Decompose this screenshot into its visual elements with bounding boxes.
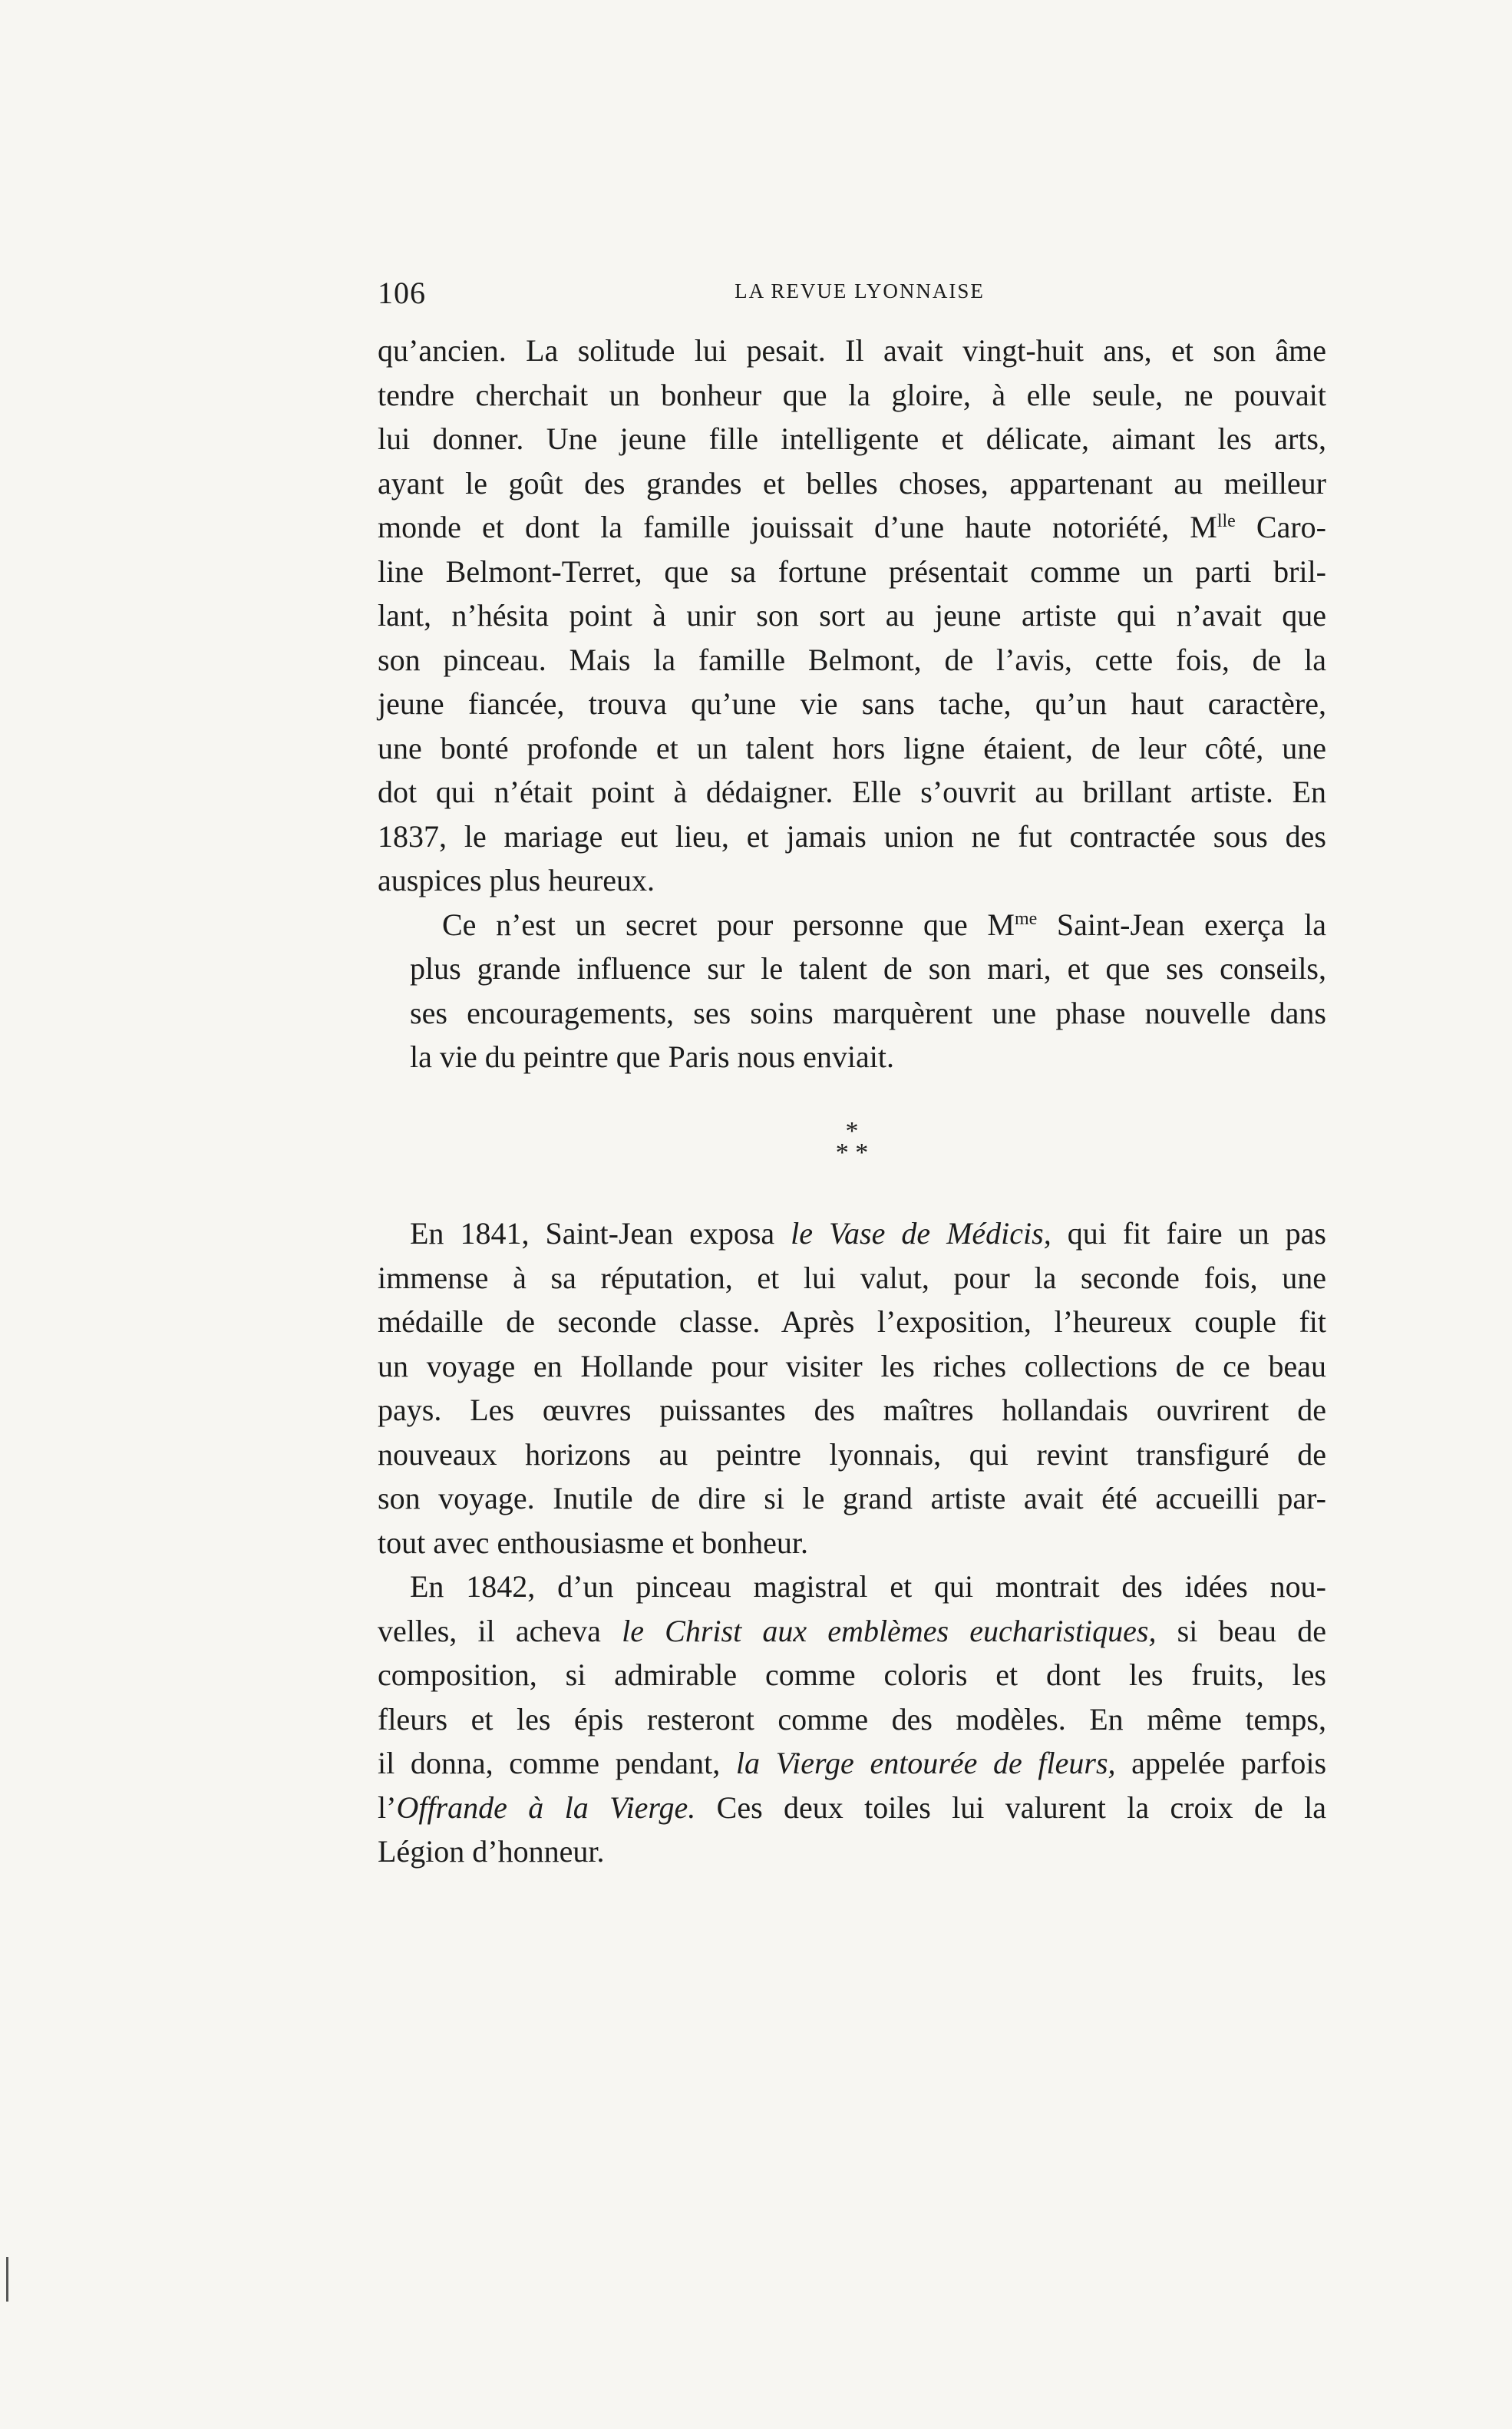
text-line: fleurs et les épis resteront comme des modèles. En même temps, (378, 1701, 1326, 1737)
asterism-separator (814, 1117, 890, 1167)
text-line: la vie du peintre que Paris nous enviait. (410, 1039, 894, 1074)
text-line: Ce n’est un secret pour personne que $M^{me}$ Saint-Jean exerça la (442, 907, 1326, 942)
artwork-title: le Christ aux emblèmes eucharistiques, (622, 1613, 1157, 1648)
text-line: velles, il acheva le Christ aux emblèmes eucharistiques, si beau de (378, 1613, 1326, 1648)
text-line: line Belmont-Terret, que sa fortune présentait comme un parti bril- (378, 554, 1326, 589)
text-line: dot qui n’était point à dédaigner. Elle s’ouvrit au brillant artiste. En (378, 775, 1326, 809)
scan-margin-mark (6, 2257, 8, 2302)
text-line: une bonté profonde et un talent hors ligne étaient, de leur côté, une (378, 730, 1326, 765)
text-line: il donna, comme pendant, la Vierge entourée de fleurs, appelée parfois (378, 1746, 1327, 1780)
artwork-title: le Vase de Médicis, (791, 1216, 1051, 1251)
text-line: qu’ancien. La solitude lui pesait. Il avait vingt-huit ans, et son âme (378, 333, 1326, 368)
text-line: nouveaux horizons au peintre lyonnais, qui revint transfiguré de (378, 1436, 1326, 1472)
text-line: médaille de seconde classe. Après l’exposition, l’heureux couple fit (378, 1304, 1326, 1339)
paragraph (378, 903, 1326, 1079)
text-line: lui donner. Une jeune fille intelligente et délicate, aimant les arts, (378, 421, 1326, 456)
text-line: son voyage. Inutile de dire si le grand artiste avait été accueilli par- (378, 1481, 1326, 1515)
paragraph (378, 1211, 1326, 1565)
paragraph (378, 329, 1326, 903)
text-line: auspices plus heureux. (378, 863, 655, 897)
text-line: jeune fiancée, trouva qu’une vie sans tache, qu’un haut caractère, (378, 686, 1326, 721)
text-line: l’Offrande à la Vierge. Ces deux toiles lui valurent la croix de la (378, 1790, 1327, 1825)
text-line: 1837, le mariage eut lieu, et jamais union ne fut contractée sous des (378, 818, 1326, 854)
text-line: En 1841, Saint-Jean exposa le Vase de Médicis, qui fit faire un pas (410, 1216, 1326, 1251)
text-line: En 1842, d’un pinceau magistral et qui montrait des idées nou- (410, 1569, 1326, 1604)
asterism-top: * (845, 1117, 859, 1145)
artwork-title: la Vierge entourée de fleurs, (735, 1746, 1116, 1780)
text-line: tout avec enthousiasme et bonheur. (378, 1525, 808, 1560)
text-line: Légion d’honneur. (378, 1834, 605, 1869)
text-line: composition, si admirable comme coloris et dont les fruits, les (378, 1657, 1326, 1692)
asterism-bottom: * * (835, 1138, 869, 1167)
body-text-section-1 (378, 329, 1326, 1079)
page-number: 106 (378, 276, 426, 310)
text-line: monde et dont la famille jouissait d’une haute notoriété, $M^{lle}$ Caro- (378, 510, 1327, 544)
artwork-title: Offrande à la Vierge. (396, 1790, 696, 1825)
text-line: tendre cherchait un bonheur que la gloire, à elle seule, ne pouvait (378, 377, 1326, 412)
text-line: pays. Les œuvres puissantes des maîtres hollandais ouvrirent de (378, 1393, 1326, 1427)
body-text-section-2 (378, 1211, 1326, 1874)
running-head: LA REVUE LYONNAISE (735, 279, 985, 302)
text-line: ses encouragements, ses soins marquèrent une phase nouvelle dans (410, 995, 1326, 1030)
superscript: lle (1217, 511, 1236, 531)
paragraph (378, 1565, 1326, 1874)
text-line: ayant le goût des grandes et belles choses, appartenant au meilleur (378, 465, 1326, 501)
text-line: un voyage en Hollande pour visiter les riches collections de ce beau (378, 1348, 1326, 1383)
text-line: son pinceau. Mais la famille Belmont, de l’avis, cette fois, de la (378, 642, 1326, 677)
text-line: plus grande influence sur le talent de son mari, et que ses conseils, (410, 951, 1326, 986)
page-header (378, 275, 1326, 313)
text-line: lant, n’hésita point à unir son sort au jeune artiste qui n’avait que (378, 598, 1326, 633)
text-line: immense à sa réputation, et lui valut, pour la seconde fois, une (378, 1260, 1326, 1295)
superscript: me (1014, 908, 1038, 929)
